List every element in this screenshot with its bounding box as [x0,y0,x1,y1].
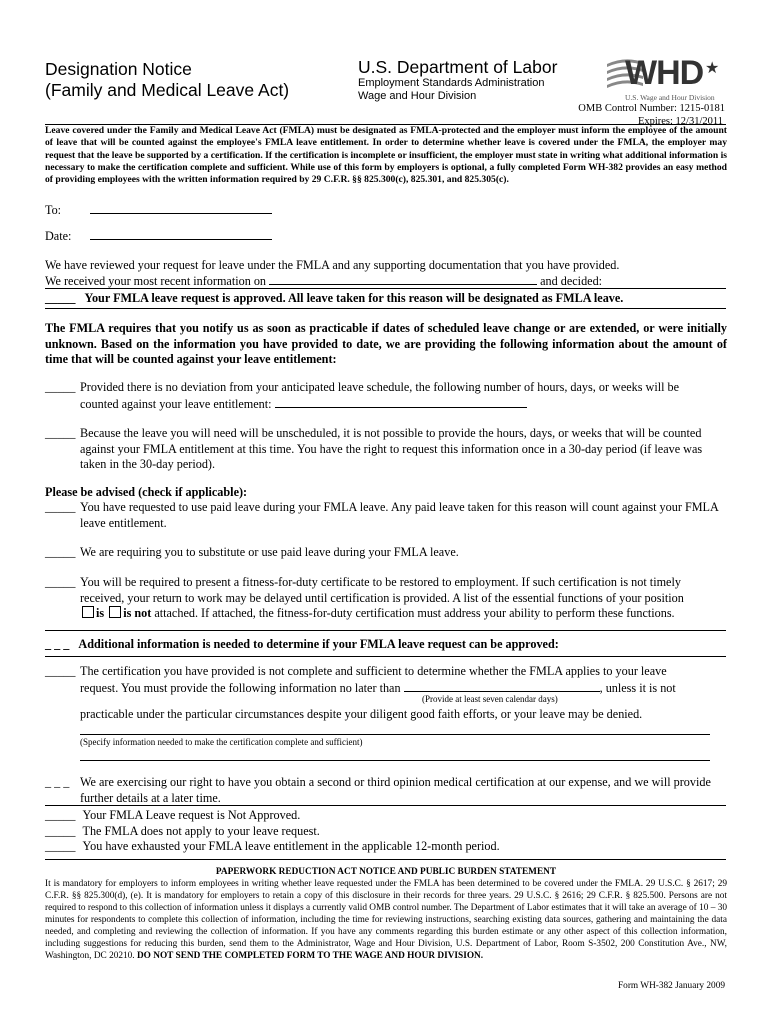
reviewed-line2: We received your most recent information on and decided: [45,274,603,288]
form-number: Form WH-382 January 2009 [618,981,725,991]
denial-list [45,808,500,855]
pra-body: It is mandatory for employers to inform employees in writing whether leave requested under the FMLA has been determined to be covered under the FMLA. 29 U.S.C. § 2617; 29 C.F.R. §§ 825.300(d), (e). It is mandatory for employers to retain a copy of this disclosure in their records for three years. 29 U.S.C. § 2616; 29 C.F.R. § 825.500. Persons are not required to respond to this collection of information unless it displays a currently valid OMB control number. The Department of Labor estimates that it will take an average of 10 – 30 minutes for respondents to complete this collection of information, including the time for reviewing instructions, searching existing data sources, gathering and maintaining the data needed, and completing and reviewing the collection of information. If you have any comments regarding this burden estimate or any other aspect of this collection information, including suggestions for reducing this burden, send them to the Administrator, Wage and Hour Division, U.S. Department of Labor, Room S-3502, 200 Constitution Ave., NW, Washington, DC 20210. DO NOT SEND THE COMPLETED FORM TO THE WAGE AND HOUR DIVISION. [45,879,727,961]
leave-amount-field[interactable] [275,396,527,408]
fitness-checkbox[interactable]: _____ [45,575,76,589]
paid-leave-text: You have requested to use paid leave during your FMLA leave. Any paid leave taken for this reason will count against your FMLA leave entitlement. [80,500,719,530]
divider [45,288,726,289]
approved-row: _____ Your FMLA leave request is approved. All leave taken for this reason will be designated as FMLA leave. [45,291,624,305]
approved-checkbox[interactable]: _____ [45,291,76,305]
paid-leave-checkbox[interactable]: _____ [45,500,76,514]
to-field[interactable] [90,202,272,214]
fitness-text: You will be required to present a fitness-for-duty certificate to be restored to employment. If such certification is not timely received, your return to work may be delayed until certification is provided. A list of the essential functions of your position is is not attached. If attached, the fitness-for-duty certification must address your ability to perform these functions. [80,575,684,620]
intro-paragraph: Leave covered under the Family and Medical Leave Act (FMLA) must be designated as FMLA-protected and the employer must inform the employee of the amount of leave that will be counted against the employee's FMLA leave entitlement. In order to determine whether leave is covered under the FMLA, the employer may request that the leave be supported by a certification. If the certification is incomplete or insufficient, the employer must state in writing what additional information is necessary to make the certification complete and sufficient. While use of this form by employers is optional, a fully completed Form WH-382 provides an easy method of providing employees with the written information required by 29 C.F.R. §§ 825.300(c), 825.301, and 825.305(c). [45,125,727,186]
cert-line3: practicable under the particular circumstances despite your diligent good faith efforts, or your leave may be denied. [80,707,643,721]
received-date-field[interactable] [269,273,537,285]
option2-text: Because the leave you will need will be unscheduled, it is not possible to provide the hours, days, or weeks that will be counted against your FMLA entitlement at this time. You have the right to request this information once in a 30-day period (if leave was taken in the 30-day period). [80,426,703,471]
star-icon: ★ [705,60,720,77]
additional-row: _ _ _ Additional information is needed to determine if your FMLA leave request can be approved: [45,637,559,651]
substitute-leave-text: We are requiring you to substitute or use paid leave during your FMLA leave. [80,545,459,559]
date-field-label: Date: [45,229,72,243]
list-item: _____ The FMLA does not apply to your leave request. [45,823,320,838]
list-item: _____ You have exhausted your FMLA leave entitlement in the applicable 12-month period. [45,839,500,853]
divider [45,805,726,806]
option2-checkbox[interactable]: _____ [45,426,76,440]
divider [45,656,726,657]
omb-block: OMB Control Number: 1215-0181 Expires: 12/31/2011 [578,103,725,127]
agency-block: U.S. Department of Labor Employment Standards Administration Wage and Hour Division [358,57,558,102]
substitute-leave-checkbox[interactable]: _____ [45,545,76,559]
cert-text: The certification you have provided is not complete and sufficient to determine whether the FMLA applies to your leave request. You must provide the following information no later than , unless it is not [80,664,676,695]
form-title: Designation Notice (Family and Medical Leave Act) [45,59,290,100]
divider [45,859,726,860]
date-field[interactable] [90,228,272,240]
second-opinion-text: We are exercising our right to have you obtain a second or third opinion medical certification at our expense, and we will provide further details at a later time. [80,775,711,805]
reviewed-line1: We have reviewed your request for leave under the FMLA and any supporting documentation that you have provided. [45,258,620,272]
divider [45,308,726,309]
not-approved-checkbox[interactable]: _____ [45,808,76,822]
info-needed-field[interactable] [80,734,710,735]
info-needed-field-2[interactable] [80,760,710,761]
not-applicable-checkbox[interactable]: _____ [45,823,76,838]
exhausted-checkbox[interactable]: _____ [45,839,76,853]
option1-text: Provided there is no deviation from your anticipated leave schedule, the following number of hours, days, or weeks will be counted against your leave entitlement: [80,380,680,411]
cert-checkbox[interactable]: _____ [45,664,76,678]
pra-heading: PAPERWORK REDUCTION ACT NOTICE AND PUBLIC BURDEN STATEMENT [215,867,557,877]
whd-logo: WHD ★ U.S. Wage and Hour Division [605,52,725,104]
divider [45,630,726,631]
advised-heading: Please be advised (check if applicable): [45,485,248,499]
deadline-field[interactable] [404,680,600,692]
second-opinion-checkbox[interactable]: _ _ _ [45,775,70,789]
option1-checkbox[interactable]: _____ [45,380,76,394]
info-needed-hint: (Specify information needed to make the certification complete and sufficient) [80,737,363,747]
list-item: _____ Your FMLA Leave request is Not Approved. [45,808,301,822]
is-not-checkbox[interactable] [109,606,121,618]
additional-checkbox[interactable]: _ _ _ [45,637,70,651]
to-field-label: To: [45,203,62,217]
fmla-requires-paragraph: The FMLA requires that you notify us as soon as practicable if dates of scheduled leave change or are extended, or were initially unknown. Based on the information you have provided to date, we are providing the following information about the amount of time that will be counted against your leave entitlement: [45,321,727,366]
is-checkbox[interactable] [82,606,94,618]
deadline-hint: (Provide at least seven calendar days) [422,694,558,704]
